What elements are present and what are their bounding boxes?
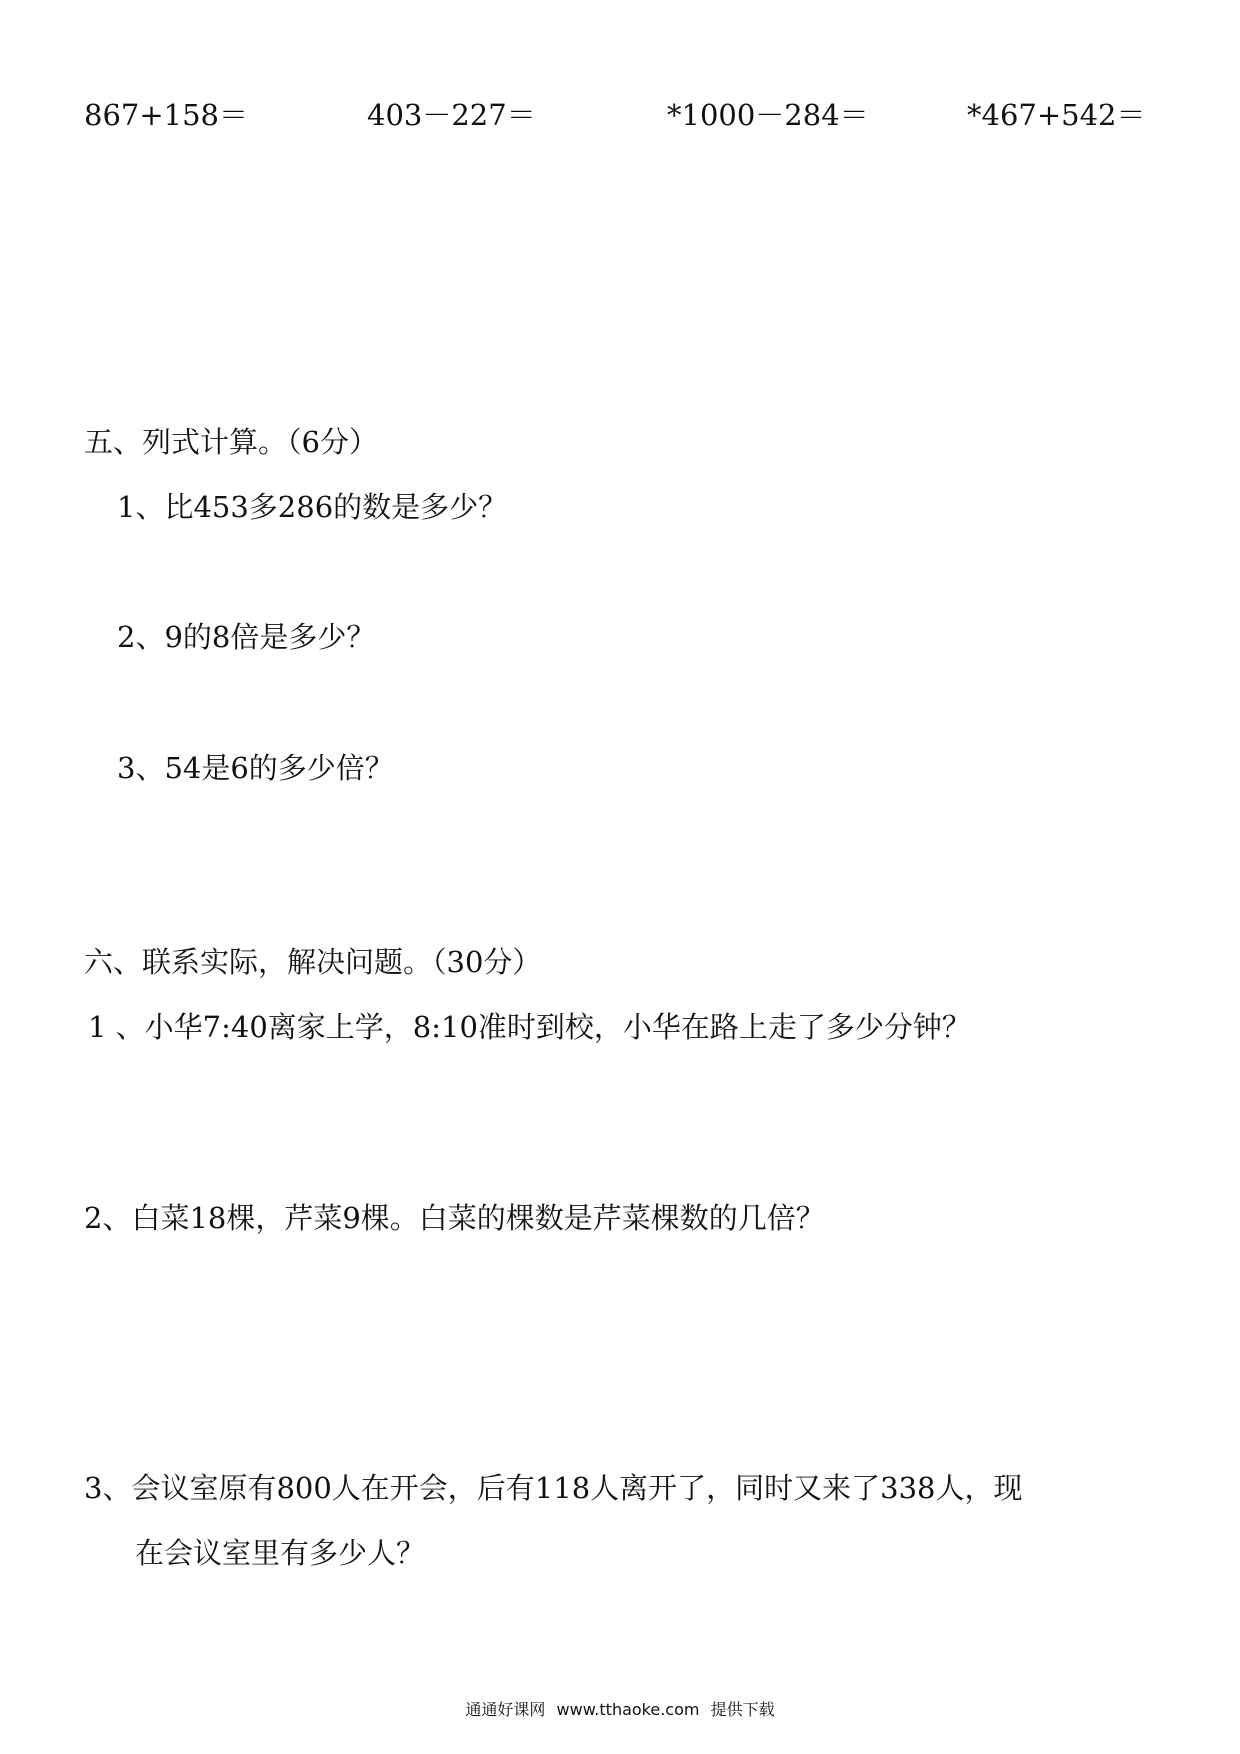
section6-heading: 六、联系实际，解决问题。（30分） bbox=[84, 945, 542, 979]
section6-question-1: 1 、小华7:40离家上学，8:10准时到校，小华在路上走了多少分钟？ bbox=[88, 1010, 971, 1044]
section5-question-3: 3、54是6的多少倍？ bbox=[117, 751, 394, 785]
arithmetic-item-3: *1000－284＝ bbox=[667, 98, 869, 132]
arithmetic-item-1: 867+158＝ bbox=[84, 98, 249, 132]
section5-question-1: 1、比453多286的数是多少？ bbox=[117, 490, 508, 524]
arithmetic-item-2: 403－227＝ bbox=[367, 98, 536, 132]
section6-question-3-line-1: 3、会议室原有800人在开会，后有118人离开了，同时又来了338人，现 bbox=[84, 1471, 1023, 1505]
arithmetic-item-4: *467+542＝ bbox=[967, 98, 1146, 132]
footer-suffix: 提供下载 bbox=[710, 1700, 775, 1719]
footer-url: www.tthaoke.com bbox=[556, 1700, 700, 1719]
section6-question-2: 2、白菜18棵，芹菜9棵。白菜的棵数是芹菜棵数的几倍？ bbox=[84, 1201, 825, 1235]
section6-question-3-line-2: 在会议室里有多少人？ bbox=[135, 1536, 426, 1570]
section5-heading: 五、列式计算。（6分） bbox=[84, 425, 378, 459]
page-footer bbox=[0, 1700, 1240, 1720]
footer-site-name: 通通好课网 bbox=[465, 1700, 546, 1719]
section5-question-2: 2、9的8倍是多少？ bbox=[117, 620, 376, 654]
